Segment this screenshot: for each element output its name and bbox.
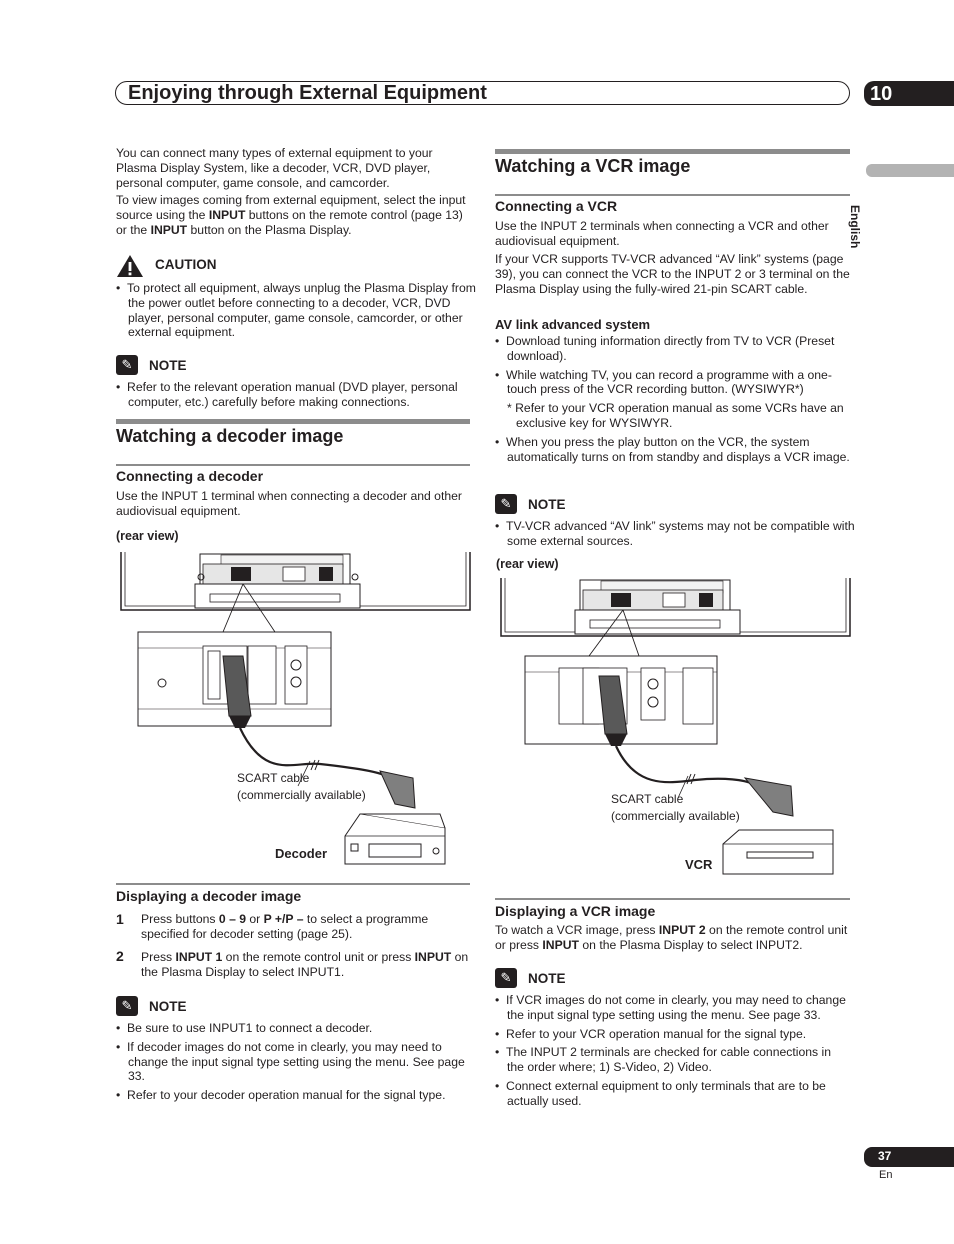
rear-view-label: (rear view) (116, 529, 179, 543)
connecting-decoder-heading: Connecting a decoder (116, 468, 264, 484)
decoder-note-list (116, 1021, 470, 1103)
page-number: 37 (878, 1149, 892, 1163)
displaying-vcr-text: To watch a VCR image, press INPUT 2 on the remote control unit or press INPUT on the Plasma Display to select INPUT2. (495, 923, 848, 952)
displaying-vcr-heading: Displaying a VCR image (495, 903, 656, 919)
vcr-note-list (495, 993, 850, 1109)
list-item: • Refer to your VCR operation manual for the signal type. (495, 1026, 807, 1041)
decoder-connection-diagram (115, 546, 475, 876)
note-bullet: • TV-VCR advanced “AV link” systems may not be compatible with some external sources. (495, 519, 855, 548)
note-bullet: • Refer to the relevant operation manual (DVD player, personal computer, etc.) carefully before making connections. (116, 380, 458, 409)
list-item: • When you press the play button on the VCR, the system automatically turns on from standby and displays a VCR image. (495, 434, 850, 464)
subsection-rule (116, 464, 470, 466)
connecting-vcr-text-1: Use the INPUT 2 terminals when connecting a VCR and other audiovisual equipment. (495, 219, 829, 248)
scart-cable-label: SCART cable (commercially available) (611, 792, 740, 823)
section-rule (116, 419, 470, 424)
note-icon: ✎ (495, 494, 517, 514)
list-item: • Be sure to use INPUT1 to connect a decoder. (116, 1021, 373, 1035)
vcr-section-title: Watching a VCR image (495, 156, 691, 176)
decoder-device-label: Decoder (275, 846, 328, 861)
intro-paragraph-2: To view images coming from external equipment, select the input source using the INPUT buttons on the remote control (page 13) or the INPUT button on the Plasma Display. (116, 193, 466, 237)
list-item: • If VCR images do not come in clearly, you may need to change the input signal type setting using the menu. See page 33. (495, 993, 846, 1022)
vcr-connection-diagram (495, 572, 855, 884)
section-rule (495, 149, 850, 154)
wysiwyr-footnote: * Refer to your VCR operation manual as some VCRs have an exclusive key for WYSIWYR. (507, 401, 844, 430)
caution-bullet: • To protect all equipment, always unplug the Plasma Display from the power outlet before connecting to a decoder, VCR, DVD player, personal computer, game console, camcorder, or other external equipment. (116, 281, 476, 340)
connecting-vcr-heading: Connecting a VCR (495, 198, 618, 214)
av-link-heading: AV link advanced system (495, 317, 651, 332)
connecting-decoder-text: Use the INPUT 1 terminal when connecting a decoder and other audiovisual equipment. (116, 489, 462, 518)
connecting-vcr-text-2: If your VCR supports TV-VCR advanced “AV link” systems (page 39), you can connect the VCR to the INPUT 2 or 3 terminal on the Plasma Display using the fully-wired 21-pin SCART cable. (495, 252, 850, 296)
list-item: • If decoder images do not come in clearly, you may need to change the input signal type setting using the menu. See page 33. (116, 1039, 465, 1084)
step-2-text: Press INPUT 1 on the remote control unit or press INPUT on the Plasma Display to select INPUT1. (141, 950, 469, 979)
note-icon: ✎ (116, 355, 138, 375)
vcr-device-label: VCR (685, 857, 713, 872)
av-link-list (495, 334, 850, 464)
step-1-text: Press buttons 0 – 9 or P +/P – to select a programme specified for decoder setting (page 25). (141, 912, 429, 941)
note-icon: ✎ (495, 968, 517, 988)
scart-cable-label: SCART cable (commercially available) (237, 771, 366, 802)
list-item: • Refer to your decoder operation manual for the signal type. (116, 1088, 446, 1103)
note-icon: ✎ (116, 996, 138, 1016)
note-heading: NOTE (149, 358, 187, 373)
list-item: • Connect external equipment to only terminals that are to be actually used. (495, 1078, 826, 1108)
intro-paragraph-1: You can connect many types of external equipment to your Plasma Display System, like a decoder, VCR, DVD player, personal computer, game console, and camcorder. (116, 146, 433, 190)
language-label: English (848, 205, 862, 249)
warning-icon (116, 254, 144, 278)
language-code: En (879, 1169, 893, 1181)
note-heading: NOTE (528, 971, 566, 986)
step-number: 2 (116, 948, 124, 964)
note-heading: NOTE (528, 497, 566, 512)
language-tab (866, 164, 954, 177)
subsection-rule (495, 898, 850, 900)
decoder-section-title: Watching a decoder image (116, 426, 344, 446)
subsection-rule (495, 194, 850, 196)
caution-heading: CAUTION (155, 257, 217, 272)
chapter-number: 10 (870, 83, 893, 105)
chapter-title: Enjoying through External Equipment (128, 82, 487, 104)
list-item: • While watching TV, you can record a programme with a one-touch press of the VCR recording button. (WYSIWYR*) (495, 367, 832, 397)
note-heading: NOTE (149, 999, 187, 1014)
subsection-rule (116, 883, 470, 885)
step-number: 1 (116, 911, 124, 927)
rear-view-label: (rear view) (496, 557, 559, 571)
list-item: • The INPUT 2 terminals are checked for cable connections in the order where; 1) S-Video, 2) Video. (495, 1045, 831, 1075)
list-item: • Download tuning information directly from TV to VCR (Preset download). (495, 334, 835, 363)
displaying-decoder-heading: Displaying a decoder image (116, 888, 302, 904)
